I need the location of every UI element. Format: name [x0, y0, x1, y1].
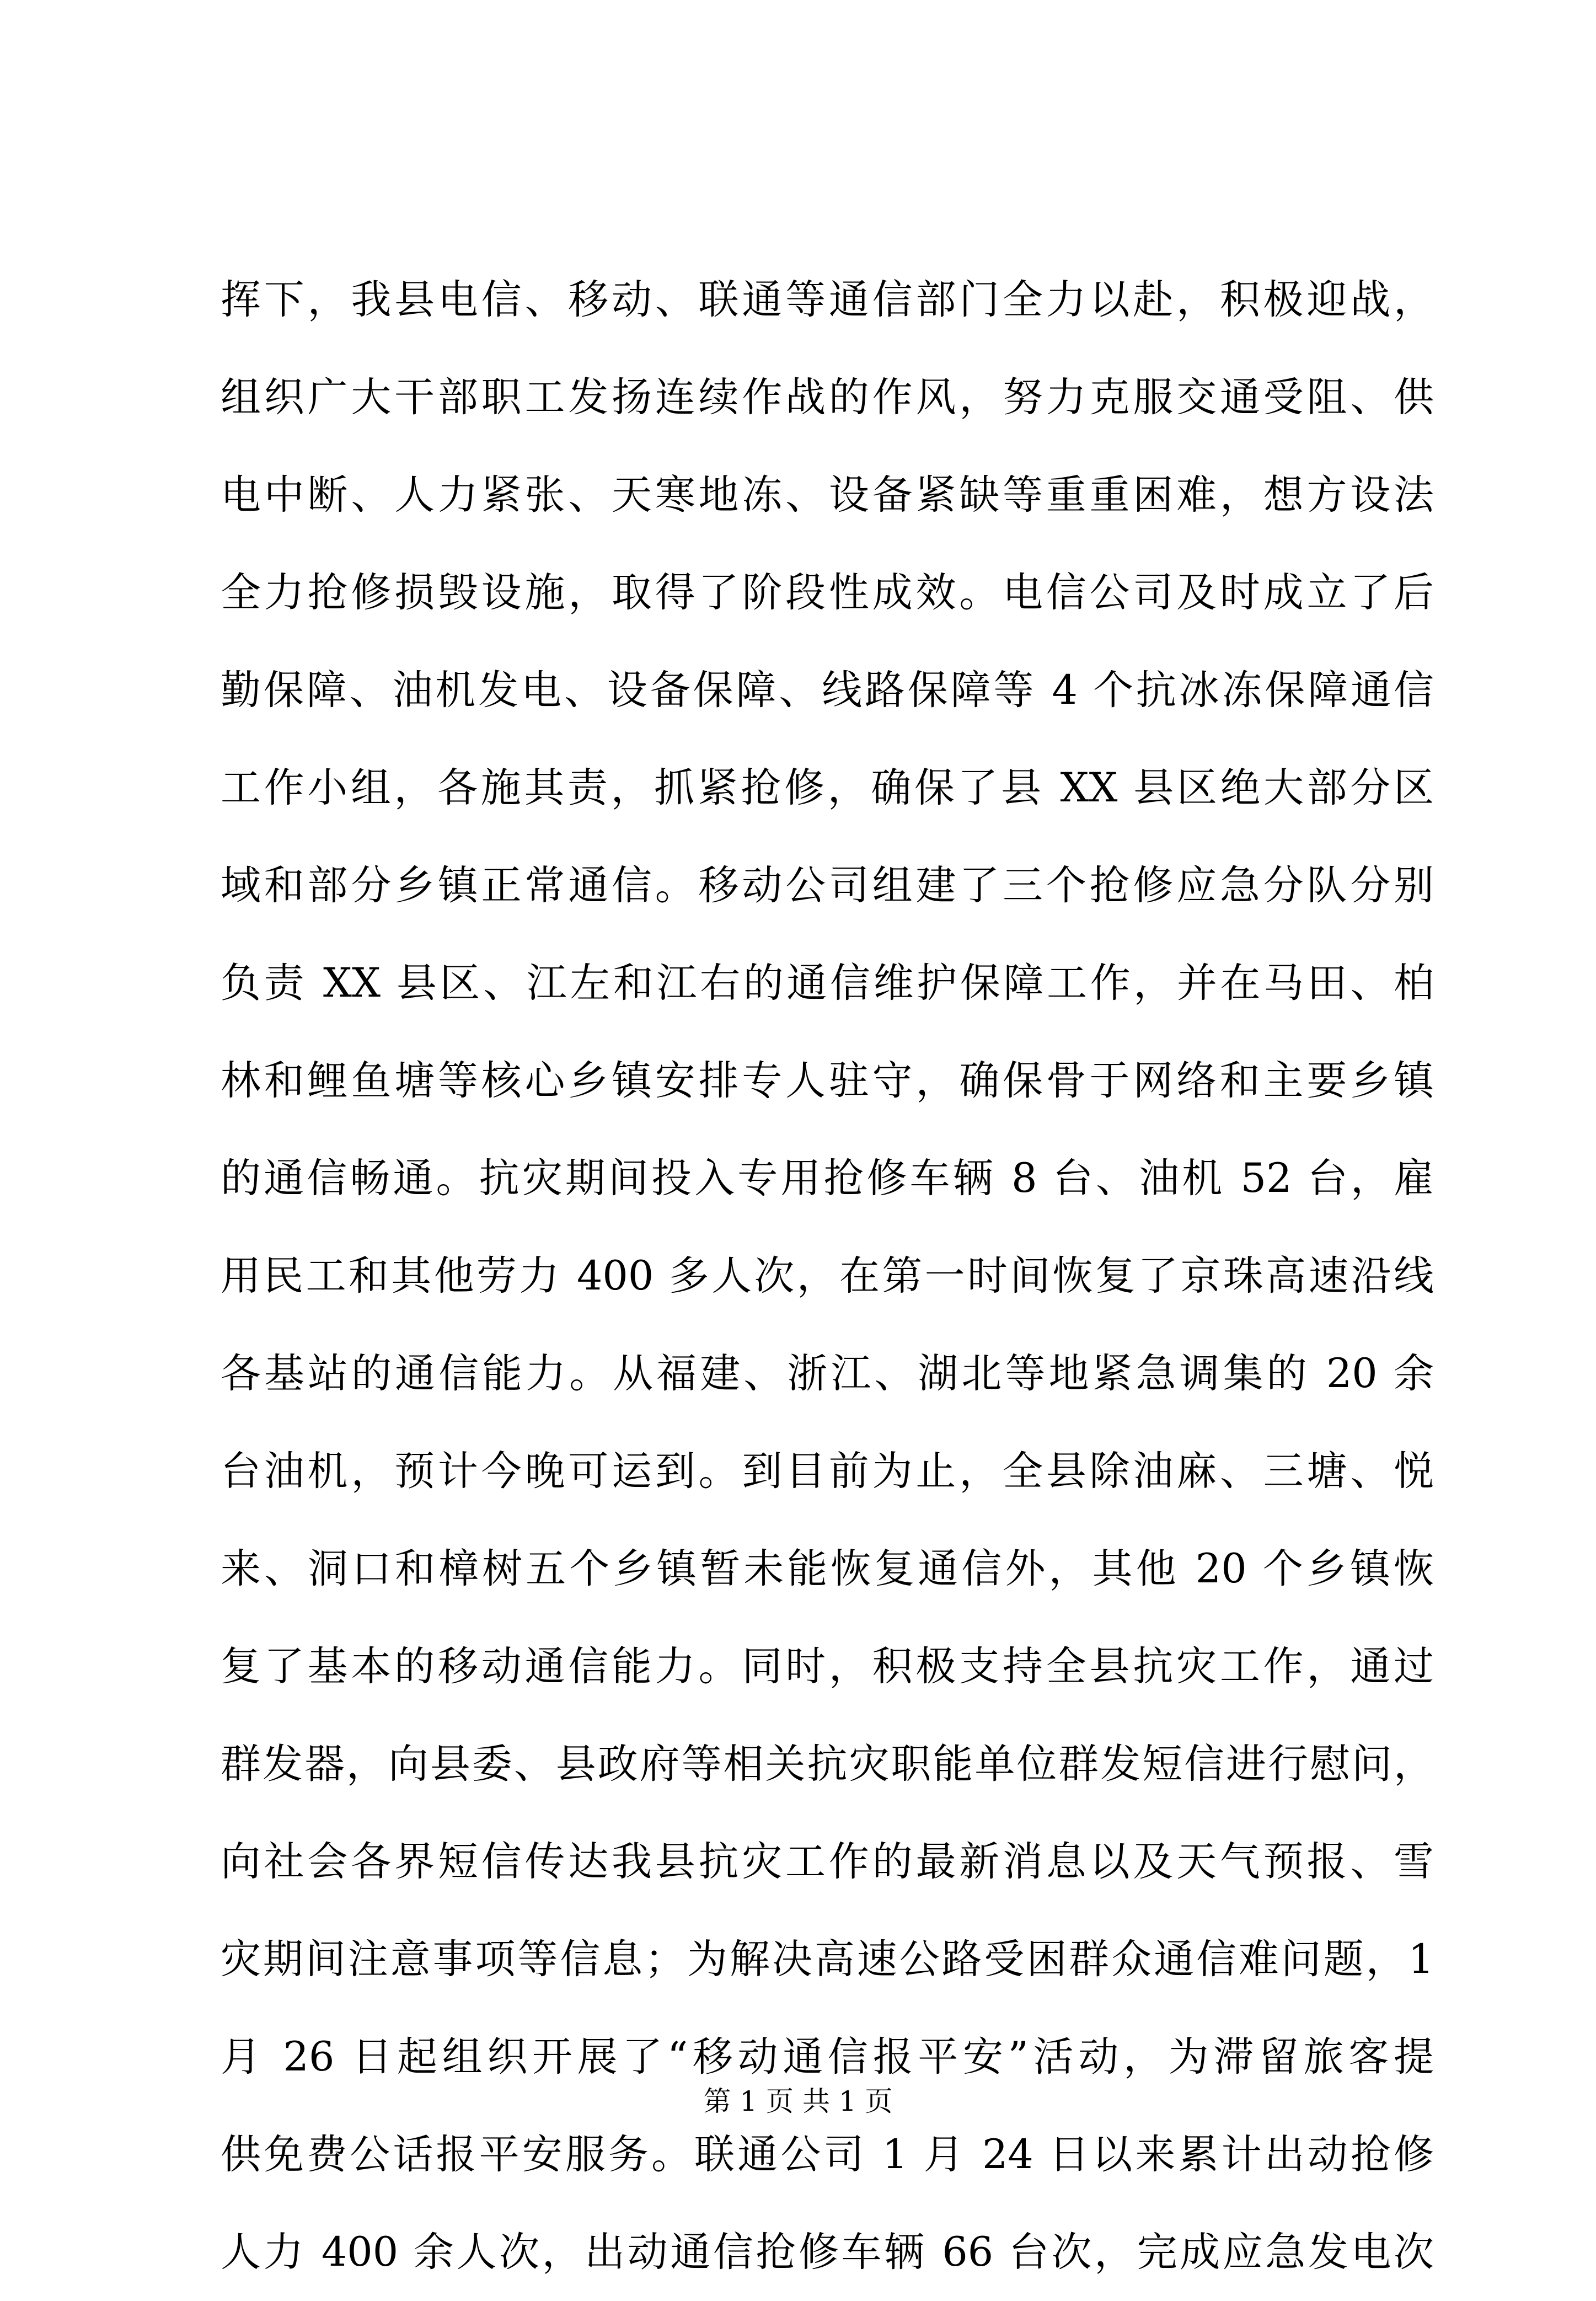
text-line: 的通信畅通。抗灾期间投入专用抢修车辆 8 台、油机 52 台，雇	[221, 1155, 1434, 1202]
text-line: 供免费公话报平安服务。联通公司 1 月 24 日以来累计出动抢修	[221, 2131, 1434, 2178]
text-line: 各基站的通信能力。从福建、浙江、湖北等地紧急调集的 20 余	[221, 1350, 1434, 1397]
text-line: 工作小组，各施其责，抓紧抢修，确保了县 XX 县区绝大部分区	[221, 764, 1434, 811]
text-line: 勤保障、油机发电、设备保障、线路保障等 4 个抗冰冻保障通信	[221, 667, 1434, 714]
text-line: 林和鲤鱼塘等核心乡镇安排专人驻守，确保骨于网络和主要乡镇	[221, 1057, 1434, 1104]
text-line: 复了基本的移动通信能力。同时，积极支持全县抗灾工作，通过	[221, 1643, 1434, 1690]
text-line: 全力抢修损毁设施，取得了阶段性成效。电信公司及时成立了后	[221, 569, 1434, 616]
text-line: 电中断、人力紧张、天寒地冻、设备紧缺等重重困难，想方设法	[221, 472, 1434, 518]
text-line: 来、洞口和樟树五个乡镇暂未能恢复通信外，其他 20 个乡镇恢	[221, 1545, 1434, 1592]
text-line: 台油机，预计今晚可运到。到目前为止，全县除油麻、三塘、悦	[221, 1448, 1434, 1495]
text-line: 灾期间注意事项等信息；为解决高速公路受困群众通信难问题，1	[221, 1936, 1434, 1983]
text-line: 人力 400 余人次，出动通信抢修车辆 66 台次，完成应急发电次	[221, 2229, 1434, 2276]
text-line: 负责 XX 县区、江左和江右的通信维护保障工作，并在马田、柏	[221, 960, 1434, 1007]
text-line: 组织广大干部职工发扬连续作战的作风，努力克服交通受阻、供	[221, 374, 1434, 421]
page-footer: 第 1 页 共 1 页	[703, 2085, 893, 2117]
text-line: 挥下，我县电信、移动、联通等通信部门全力以赴，积极迎战，	[221, 276, 1434, 323]
text-line: 用民工和其他劳力 400 多人次，在第一时间恢复了京珠高速沿线	[221, 1253, 1434, 1299]
text-line: 域和部分乡镇正常通信。移动公司组建了三个抢修应急分队分别	[221, 862, 1434, 909]
text-line: 月 26 日起组织开展了“移动通信报平安”活动，为滞留旅客提	[221, 2034, 1434, 2080]
body-text	[221, 251, 1434, 2301]
text-line: 群发器，向县委、县政府等相关抗灾职能单位群发短信进行慰问，	[221, 1741, 1434, 1788]
text-line: 向社会各界短信传达我县抗灾工作的最新消息以及天气预报、雪	[221, 1838, 1434, 1885]
